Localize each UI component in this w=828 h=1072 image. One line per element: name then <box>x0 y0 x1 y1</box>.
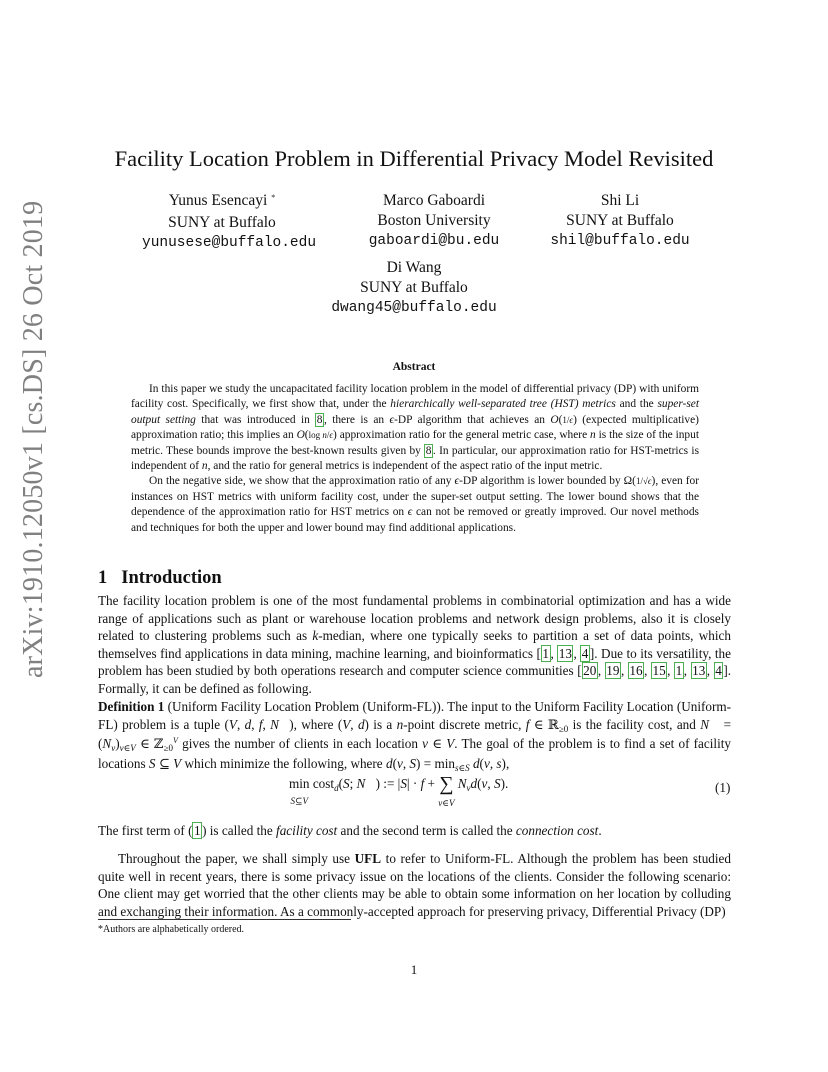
section-heading-introduction: 1 Introduction <box>98 568 222 588</box>
abstract-heading: Abstract <box>392 361 436 373</box>
footnote: *Authors are alphabetically ordered. <box>98 924 245 935</box>
author-email[interactable]: yunusese@buffalo.edu <box>142 235 317 251</box>
abstract-body <box>131 382 699 536</box>
intro-paragraph-1: The facility location problem is one of the most fundamental problems in combinatorial optimization and has a wide range of applications such as plant or warehouse location problems and network design problems, also it is closely related to clustering problems such as k-median, where one typically seeks to partition a set of data points, which themselves find applications in data mining, machine learning, and bioinformatics [ 1 , 13 , 4 ]. Due to its versatility, the problem has been studied by both operations research and computer science communities [ 20 , 19 , 16 , 15 , 1 , 13 , 4 ]. Formally, it can be defined as following. <box>98 593 732 696</box>
author-email[interactable]: shil@buffalo.edu <box>550 233 690 249</box>
author-affiliation: Boston University <box>377 212 491 229</box>
citation-link[interactable]: 13 <box>558 645 572 661</box>
equation-body: min S⊆V cost$_d$(S; N⃗) := |S| · f + ∑ v∈V $N_vd(v$, S). <box>289 773 509 808</box>
equation-number: (1) <box>715 780 731 795</box>
author-block-4 <box>314 258 514 318</box>
author-affiliation: SUNY at Buffalo <box>566 212 674 229</box>
author-block-2 <box>344 191 524 251</box>
citation-link[interactable]: 13 <box>692 663 706 679</box>
citation-link[interactable]: 8 <box>316 413 323 426</box>
abstract-paragraph-1: In this paper we study the uncapacitated facility location problem in the model of differential privacy (DP) with uniform facility cost. Specifically, we first show that, under the hierarchically well-separated tree (HST) metrics and the super-set output setting that was introduced in 8 , there is an ϵ-DP algorithm that achieves an O(1/ϵ) (expected multiplicative) approximation ratio; this implies an O(log n/ϵ) approximation ratio for the general metric case, where n is the size of the input metric. These bounds improve the best-known results given by 8 . In particular, our approximation ratio for HST-metrics is independent of n, and the ratio for general metrics is independent of the aspect ratio of the input metric. <box>131 383 699 473</box>
citation-link[interactable]: 19 <box>606 663 620 679</box>
author-email[interactable]: dwang45@buffalo.edu <box>331 300 497 316</box>
author-name: Shi Li <box>600 192 640 209</box>
author-footnote-mark: * <box>271 193 276 202</box>
citation-link[interactable]: 8 <box>425 444 432 457</box>
cost-terms-sentence: The first term of ( 1 ) is called the facility cost and the second term is called the connection cost. <box>98 823 602 838</box>
citation-link[interactable]: 4 <box>715 663 722 679</box>
citation-link[interactable]: 20 <box>583 663 597 679</box>
author-block-3 <box>530 191 710 251</box>
arxiv-identifier: arXiv:1910.12050v1 [cs.DS] 26 Oct 2019 <box>18 200 49 678</box>
equation-reference-link[interactable]: 1 <box>193 823 201 838</box>
citation-link[interactable]: 4 <box>581 645 589 661</box>
author-email[interactable]: gaboardi@bu.edu <box>368 233 500 249</box>
page-number: 1 <box>410 962 418 977</box>
definition-1: Definition 1 (Uniform Facility Location Problem (Uniform-FL)). The input to the Uniform Facility Location (Uniform-FL) problem is a tuple (V, d, f, N⃗), where (V, d) is a n-point discrete metric, f ∈ ℝ$_{\ge 0}$ is the facility cost, and N⃗ = $(N_v)_{v\in V}$ ∈ ℤ$_{\ge 0}^V$ gives the number of clients in each location v ∈ V. The goal of the problem is to find a set of facility locations S ⊆ V which minimize the following, where d(v, $S) = \min_{s\in S} d(v$, s), <box>98 699 732 773</box>
author-block-1 <box>142 191 317 253</box>
author-affiliation: SUNY at Buffalo <box>168 214 276 231</box>
citation-link[interactable]: 16 <box>629 663 643 679</box>
citation-link[interactable]: 1 <box>675 663 683 679</box>
citation-link[interactable]: 1 <box>542 645 549 661</box>
author-affiliation: SUNY at Buffalo <box>360 279 468 296</box>
author-name: Yunus Esencayi <box>168 192 268 209</box>
abstract-paragraph-2: On the negative side, we show that the approximation ratio of any ϵ-DP algorithm is lower bounded by Ω(1/√ϵ), even for instances on HST metrics with uniform facility cost, under the super-set output setting. The lower bound shows that the dependence of the approximation ratio for HST metrics on ϵ can not be removed or greatly improved. Our novel methods and techniques for both the upper and lower bound may find additional applications. <box>131 475 700 534</box>
author-name: Di Wang <box>386 259 442 276</box>
paper-title: Facility Location Problem in Differential Privacy Model Revisited <box>114 146 714 171</box>
author-name: Marco Gaboardi <box>383 192 485 209</box>
citation-link[interactable]: 15 <box>652 663 666 679</box>
footnote-rule <box>98 919 351 920</box>
intro-paragraph-2: Throughout the paper, we shall simply use UFL to refer to Uniform-FL. Although the problem has been studied quite well in recent years, there is some privacy issue on the locations of the clients. Consider the following scenario: One client may get worried that the other clients may be able to obtain some information on her location by colluding and exchanging their information. As a commonly-accepted approach for preserving privacy, Differential Privacy (DP) <box>98 851 731 919</box>
